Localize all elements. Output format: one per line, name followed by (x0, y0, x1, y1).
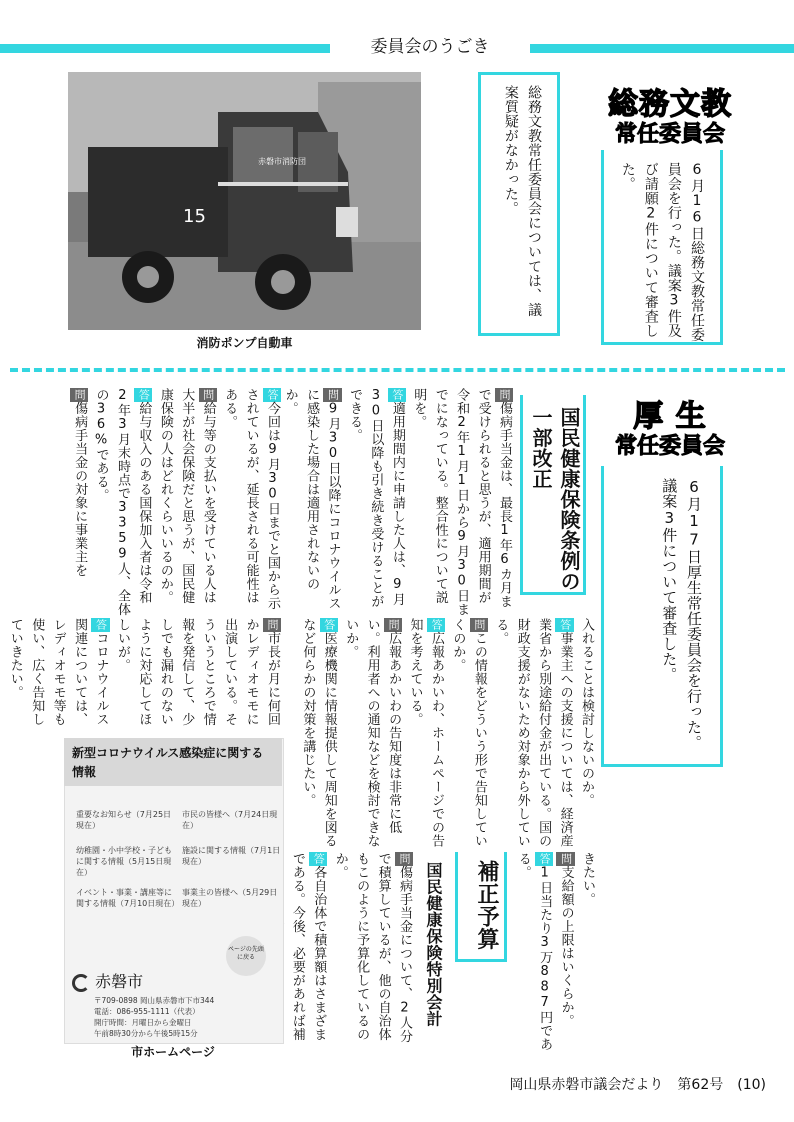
soumu-note-box (478, 72, 560, 336)
hosei-col-left (285, 852, 415, 1052)
a-marker: 答 (91, 618, 109, 632)
kokuho-col1 (282, 388, 515, 616)
soumu-title-main: 総務文教 (608, 87, 732, 122)
a-text: 適用期間内に申請した人は、9月30日以降も引き続き受けることができる。 (346, 388, 405, 608)
website-link[interactable]: イベント・事業・講座等に関する情報（7月10日現在） (76, 888, 180, 908)
fire-truck-photo (68, 72, 421, 330)
q-marker: 問 (384, 618, 402, 632)
a-text: 各自治体で積算額はさまざまである。今後、必要があれば補 (289, 852, 327, 1041)
a-marker: 答 (320, 618, 338, 632)
a-text: コロナウイルス関連については、レディオモモ等も使い、広く告知していきたい。 (7, 618, 109, 726)
kousei-summary-text: 6月17日厚生常任委員会を行った。議案3件について審査した。 (660, 478, 703, 751)
q-text: 傷病手当金は、最長1年6カ月まで受けられると思うが、適用期間が令和2年1月1日から9月30日までになっている。整合性について説明を。 (411, 388, 512, 616)
q-marker: 問 (556, 852, 574, 866)
q-text: 広報あかいわの告知度は非常に低い。利用者への通知などを検討できないか。 (343, 618, 402, 848)
q-marker: 問 (323, 388, 341, 402)
website-address: 〒709-0898 岡山県赤磐市下市344 (94, 996, 215, 1005)
a-text: 今回は9月30日までと国から示されているが、延長される可能性はある。 (222, 388, 280, 610)
footer-text: 岡山県赤磐市議会だより 第62号 (10) (509, 1077, 766, 1093)
website-phone: 電話：086-955-1111（代表） (94, 1006, 200, 1016)
website-link-grid (64, 788, 282, 938)
website-link[interactable]: 幼稚園・小中学校・子どもに関する情報（5月15日現在） (76, 846, 172, 877)
page-top-badge-text: ページの先頭に戻る (228, 946, 264, 961)
kokuho-col4 (7, 618, 283, 733)
website-link[interactable]: 重要なお知らせ（7月25日現在） (76, 810, 172, 830)
q-marker: 問 (263, 618, 281, 632)
a-marker: 答 (263, 388, 281, 402)
website-link[interactable]: 事業主の皆様へ（5月29日現在） (182, 888, 278, 908)
truck-label: 赤磐市消防団 (258, 157, 306, 166)
q-text: この情報をどういう形で告知していくのか。 (450, 618, 487, 848)
fire-truck-image (68, 72, 421, 330)
kokuho-col2 (55, 388, 283, 616)
website-hours2: 午前8時30分から午後5時15分 (94, 1028, 198, 1038)
hosei-col-right (508, 852, 598, 1052)
photo-caption: 消防ポンプ自動車 (196, 336, 293, 350)
q-marker: 問 (470, 618, 488, 632)
q-text: 市長が月に何回かレディオモモに出演している。そういうところで情報を発信して、少しでも漏れのないように対応してほしいが。 (114, 618, 280, 726)
a-marker: 答 (555, 618, 573, 632)
kousei-committee-title (600, 400, 740, 464)
q-text: 傷病手当金について、2人分で積算しているが、他の自治体もこのように予算化しているのか。 (332, 852, 412, 1043)
q-text: 9月30日以降にコロナウイルスに感染した場合は適用されないのか。 (282, 388, 341, 610)
kousei-summary-box (601, 466, 723, 767)
section-divider (10, 368, 785, 372)
soumu-summary-text: 6月16日総務文教常任委員会を行った。議案3件及び請願2件について審査した。 (619, 162, 705, 342)
website-contact (94, 996, 279, 1040)
city-logo (72, 970, 272, 994)
a-text: 事業主への支援については、経済産業省から別途給付金が出ている。国の財政支援がないため対象から外している。 (493, 618, 573, 848)
a-marker: 答 (134, 388, 152, 402)
closing-text: きたい。 (580, 852, 595, 906)
kokuho-col3 (285, 618, 597, 850)
a-text: 1日当たり3万887円である。 (515, 852, 553, 1051)
a-marker: 答 (535, 852, 553, 866)
a-marker: 答 (427, 618, 445, 632)
a-marker: 答 (309, 852, 327, 866)
city-logo-icon (72, 974, 90, 992)
q-marker: 問 (70, 388, 88, 402)
soumu-note-text: 総務文教常任委員会については、議案質疑がなかった。 (502, 85, 542, 317)
q-text: 傷病手当金の対象に事業主を (72, 401, 88, 577)
city-logo-text: 赤磐市 (95, 972, 144, 991)
soumu-summary-box (601, 150, 723, 345)
hosei-subtitle: 国民健康保険特別会計 (424, 862, 443, 1027)
q-marker: 問 (199, 388, 217, 402)
page-header-title: 委員会のうごき (330, 34, 530, 60)
soumu-title-sub: 常任委員会 (614, 122, 725, 147)
q-text: 入れることは検討しないのか。 (579, 618, 594, 807)
website-caption: 市ホームページ (131, 1045, 215, 1059)
a-text: 広報あかいわ、ホームページでの告知を考えている。 (407, 618, 444, 848)
website-link[interactable]: 市民の皆様へ（7月24日現在） (182, 810, 278, 830)
website-heading: 新型コロナウイルス感染症に関する情報 (64, 738, 282, 786)
a-marker: 答 (388, 388, 406, 402)
q-text: 支給額の上限はいくらか。 (558, 865, 574, 1028)
hosei-title: 補正予算 (455, 852, 507, 962)
kokuho-jorei-title: 国民健康保険条例の一部改正 (520, 395, 586, 595)
website-link[interactable]: 施設に関する情報（7月1日現在） (182, 846, 281, 866)
a-text: 給与収入のある国保加入者は令和2年3月末時点で3359人、全体の36%である。 (93, 388, 152, 616)
website-hours1: 開庁時間：月曜日から金曜日 (94, 1017, 192, 1027)
q-marker: 問 (395, 852, 413, 866)
q-text: 給与等の支払いを受けている人は大半が社会保険だと思うが、国民健康保険の人はどれくらいいるのか。 (157, 388, 216, 604)
q-marker: 問 (495, 388, 513, 402)
kousei-title-main: 厚 生 (633, 399, 707, 434)
truck-number: 15 (183, 206, 206, 227)
a-text: 医療機関に情報提供して周知を図るなど何らかの対策を講じたい。 (300, 618, 337, 848)
soumu-committee-title (600, 88, 740, 150)
kousei-title-sub: 常任委員会 (614, 434, 725, 459)
